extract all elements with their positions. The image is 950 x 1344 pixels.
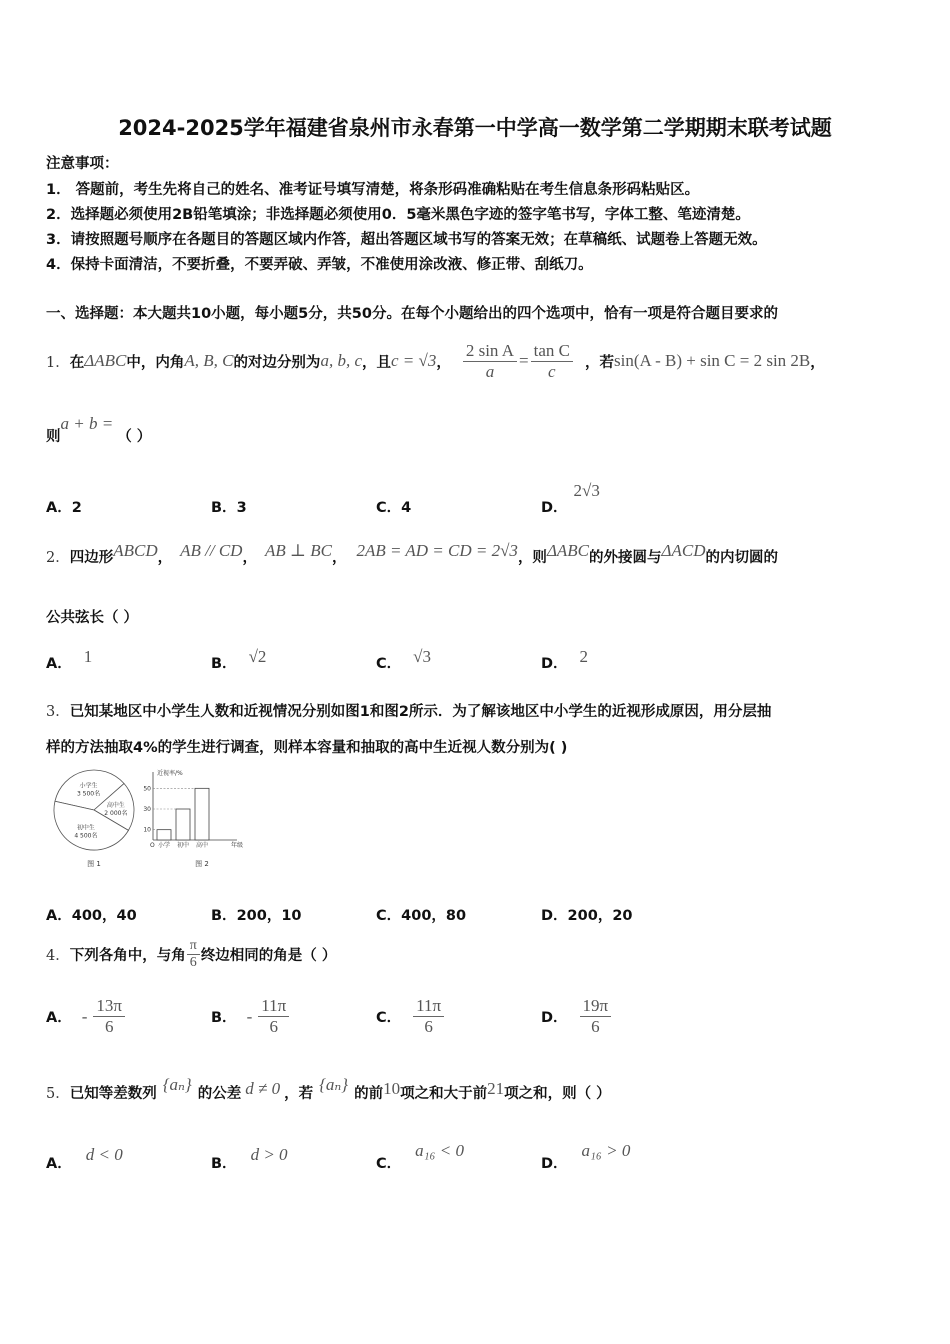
option-a[interactable]: A． 1: [46, 647, 93, 672]
pie-slice-label: 初中生: [76, 824, 95, 832]
option-d[interactable]: D． 2√3: [541, 481, 600, 516]
figure-caption: 图 2: [195, 860, 209, 868]
y-tick-label: 30: [143, 806, 151, 813]
fraction: $\frac{\text{2 sin A}}{a}$: [463, 341, 517, 382]
option-d[interactable]: D． $\frac{19\pi}{6}$: [541, 996, 611, 1037]
fraction: $\frac{\text{tan C}}{c}$: [531, 341, 573, 382]
page-title: 2024-2025学年福建省泉州市永春第一中学高一数学第二学期期末联考试题: [118, 116, 832, 140]
option-b[interactable]: B．3: [211, 500, 247, 516]
notice-item: 3．请按照题号顺序在各题目的答题区域内作答，超出答题区域书写的答案无效；在草稿纸、试题卷上答题无效。: [46, 232, 767, 248]
fraction: $\frac{\pi}{6}$: [187, 938, 200, 971]
y-tick-label: 50: [143, 785, 151, 793]
pie-slice-count: 2 000名: [104, 809, 128, 817]
pie-figure: [44, 764, 144, 874]
pie-slice-count: 3 500名: [76, 790, 101, 798]
option-c[interactable]: C． a₁₆ < 0: [376, 1141, 464, 1172]
section-heading: 一、选择题：本大题共10小题，每小题5分，共50分。在每个小题给出的四个选项中，恰有一项是符合题目要求的: [46, 306, 778, 322]
x-tick-label: 初中: [176, 842, 190, 849]
option-d[interactable]: D． a₁₆ > 0: [541, 1141, 631, 1172]
notice-item: 2．选择题必须使用2B铅笔填涂；非选择题必须使用0．5毫米黑色字迹的签字笔书写，字体工整、笔迹清楚。: [46, 207, 750, 223]
bar: [176, 809, 190, 840]
notice-heading: 注意事项：: [46, 156, 119, 172]
option-c[interactable]: C．4: [376, 500, 412, 516]
question-1-line2: 则 a + b = （ ）: [46, 414, 152, 445]
option-b[interactable]: B．200，10: [211, 908, 302, 924]
y-axis-label: 近视率/%: [157, 770, 183, 777]
pie-slice-label: 小学生: [79, 782, 98, 790]
question-4: 4． 下列各角中，与角 $\frac{\pi}{6}$ 终边相同的角是（ ）: [46, 938, 337, 970]
origin-label: O: [150, 842, 155, 849]
option-b[interactable]: B． √2: [211, 647, 267, 672]
bar-chart: [140, 764, 250, 874]
bar: [195, 788, 209, 840]
question-2-line2: 公共弦长（ ）: [46, 610, 139, 626]
notice-item: 4．保持卡面清洁，不要折叠，不要弄破、弄皱，不准使用涂改液、修正带、刮纸刀。: [46, 257, 593, 273]
option-d[interactable]: D．200，20: [541, 908, 633, 924]
question-3: 3．已知某地区中小学生人数和近视情况分别如图1和图2所示．为了解该地区中小学生的近视形成原因，用分层抽: [46, 704, 772, 720]
option-a[interactable]: A． d < 0: [46, 1145, 123, 1172]
x-tick-label: 小学: [157, 842, 171, 849]
option-a[interactable]: A．2: [46, 500, 82, 516]
y-tick-label: 10: [143, 826, 151, 834]
option-b[interactable]: B． - $\frac{11\pi}{6}$: [211, 996, 289, 1037]
option-c[interactable]: C． √3: [376, 647, 431, 672]
pie-slice-label: 高中生: [106, 801, 125, 809]
figure-caption: 图 1: [87, 860, 101, 868]
question-3-line2: 样的方法抽取4%的学生进行调查，则样本容量和抽取的高中生近视人数分别为( ): [46, 740, 568, 756]
option-a[interactable]: A．400，40: [46, 908, 137, 924]
x-tick-label: 高中: [195, 842, 209, 849]
pie-slice-count: 4 500名: [74, 832, 98, 840]
bar: [157, 830, 171, 840]
x-axis-label: 年级: [231, 842, 244, 849]
option-a[interactable]: A． - $\frac{13\pi}{6}$: [46, 996, 125, 1037]
option-c[interactable]: C．400，80: [376, 908, 467, 924]
question-number: 1．: [46, 354, 70, 371]
question-number: 2．: [46, 550, 70, 566]
question-1: 1． 在 ΔABC 中，内角 A, B, C 的对边分别为 a, b, c ，且 c = √3 ， $\frac{\text{2 sin A}}{a}$ = $\frac{\text{tan C}}{c}$ ，若 sin(A - B) + sin C = 2 sin 2B ，: [46, 340, 825, 381]
notice-item: 1． 答题前，考生先将自己的姓名、准考证号填写清楚，将条形码准确粘贴在考生信息条形码粘贴区。: [46, 182, 700, 198]
question-5: 5． 已知等差数列 {aₙ} 的公差 d ≠ 0 ，若 {aₙ} 的前 10 项之和大于前 21 项之和，则（ ）: [46, 1074, 611, 1102]
question-2: 2． 四边形 ABCD ， AB // CD ， AB ⊥ BC ， 2AB = AD = CD = 2√3 ，则 ΔABC 的外接圆与 ΔACD 的内切圆的: [46, 540, 779, 566]
option-b[interactable]: B． d > 0: [211, 1145, 288, 1172]
option-c[interactable]: C． $\frac{11\pi}{6}$: [376, 996, 444, 1037]
option-d[interactable]: D． 2: [541, 647, 589, 672]
